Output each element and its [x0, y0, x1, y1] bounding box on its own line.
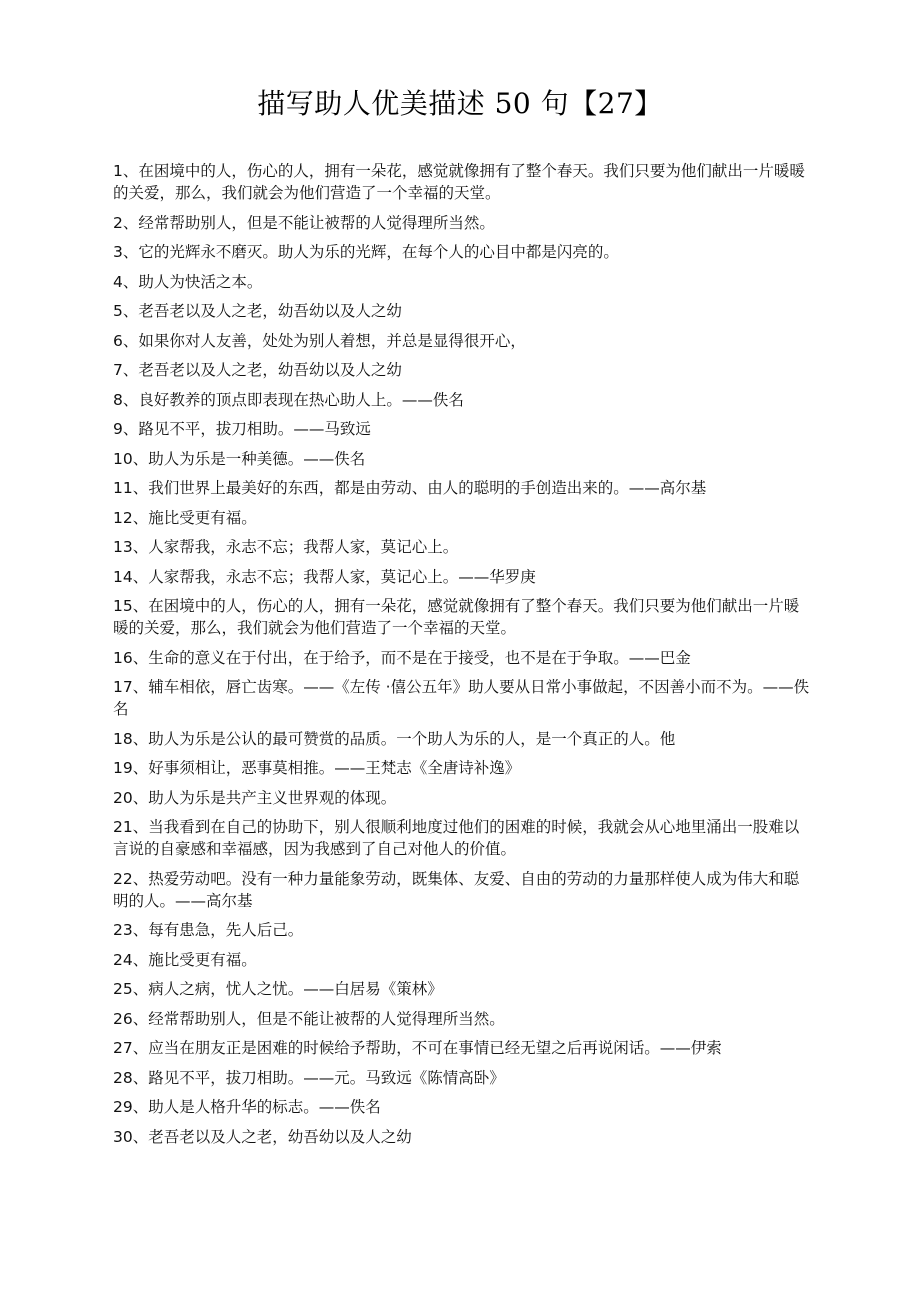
page-title: 描写助人优美描述 50 句【27】 [257, 87, 663, 120]
list-item: 3、它的光辉永不磨灭。助人为乐的光辉，在每个人的心目中都是闪亮的。 [113, 243, 619, 261]
list-item: 8、良好教养的顶点即表现在热心助人上。——佚名 [113, 390, 464, 409]
quote-list [113, 160, 813, 1155]
list-item: 5、老吾老以及人之老，幼吾幼以及人之幼 [113, 302, 402, 320]
list-item: 6、如果你对人友善，处处为别人着想，并总是显得很开心， [113, 331, 526, 350]
list-item: 29、助人是人格升华的标志。——佚名 [113, 1098, 381, 1116]
list-item: 23、每有患急，先人后己。 [113, 921, 304, 939]
list-item: 30、老吾老以及人之老，幼吾幼以及人之幼 [113, 1127, 412, 1146]
list-item: 22、热爱劳动吧。没有一种力量能象劳动，既集体、友爱、自由的劳动的力量那样使人成为伟大和聪明的人。——高尔基 [113, 869, 800, 910]
list-item: 7、老吾老以及人之老，幼吾幼以及人之幼 [113, 361, 402, 379]
list-item: 25、病人之病，忧人之忧。——白居易《策林》 [113, 980, 443, 998]
list-item: 26、经常帮助别人，但是不能让被帮的人觉得理所当然。 [113, 1009, 505, 1028]
list-item: 9、路见不平，拔刀相助。——马致远 [113, 420, 371, 438]
list-item: 19、好事须相让，恶事莫相推。——王梵志《全唐诗补逸》 [113, 759, 521, 777]
list-item: 2、经常帮助别人，但是不能让被帮的人觉得理所当然。 [113, 213, 495, 232]
list-item: 20、助人为乐是共产主义世界观的体现。 [113, 788, 397, 807]
list-item: 15、在困境中的人，伤心的人，拥有一朵花，感觉就像拥有了整个春天。我们只要为他们献出一片暖暖的关爱，那么，我们就会为他们营造了一个幸福的天堂。 [113, 597, 800, 637]
list-item: 4、助人为快活之本。 [113, 272, 263, 291]
list-item: 10、助人为乐是一种美德。——佚名 [113, 449, 366, 468]
list-item: 28、路见不平，拔刀相助。——元。马致远《陈情高卧》 [113, 1068, 505, 1087]
list-item: 18、助人为乐是公认的最可赞赏的品质。一个助人为乐的人，是一个真正的人。他 [113, 729, 676, 748]
list-item: 27、应当在朋友正是困难的时候给予帮助，不可在事情已经无望之后再说闲话。——伊索 [113, 1039, 722, 1057]
list-item: 13、人家帮我，永志不忘；我帮人家，莫记心上。 [113, 538, 459, 556]
list-item: 24、施比受更有福。 [113, 950, 257, 969]
list-item: 16、生命的意义在于付出，在于给予，而不是在于接受，也不是在于争取。——巴金 [113, 648, 691, 667]
list-item: 17、辅车相依，唇亡齿寒。——《左传 ·僖公五年》助人要从日常小事做起，不因善小而不为。——佚名 [113, 678, 810, 718]
list-item: 12、施比受更有福。 [113, 508, 257, 527]
list-item: 21、当我看到在自己的协助下，别人很顺利地度过他们的困难的时候，我就会从心地里涌出一股难以言说的自豪感和幸福感，因为我感到了自己对他人的价值。 [113, 818, 800, 858]
list-item: 14、人家帮我，永志不忘；我帮人家，莫记心上。——华罗庚 [113, 567, 536, 586]
list-item: 1、在困境中的人，伤心的人，拥有一朵花，感觉就像拥有了整个春天。我们只要为他们献出一片暖暖的关爱，那么，我们就会为他们营造了一个幸福的天堂。 [113, 162, 805, 202]
list-item: 11、我们世界上最美好的东西，都是由劳动、由人的聪明的手创造出来的。——高尔基 [113, 479, 707, 497]
